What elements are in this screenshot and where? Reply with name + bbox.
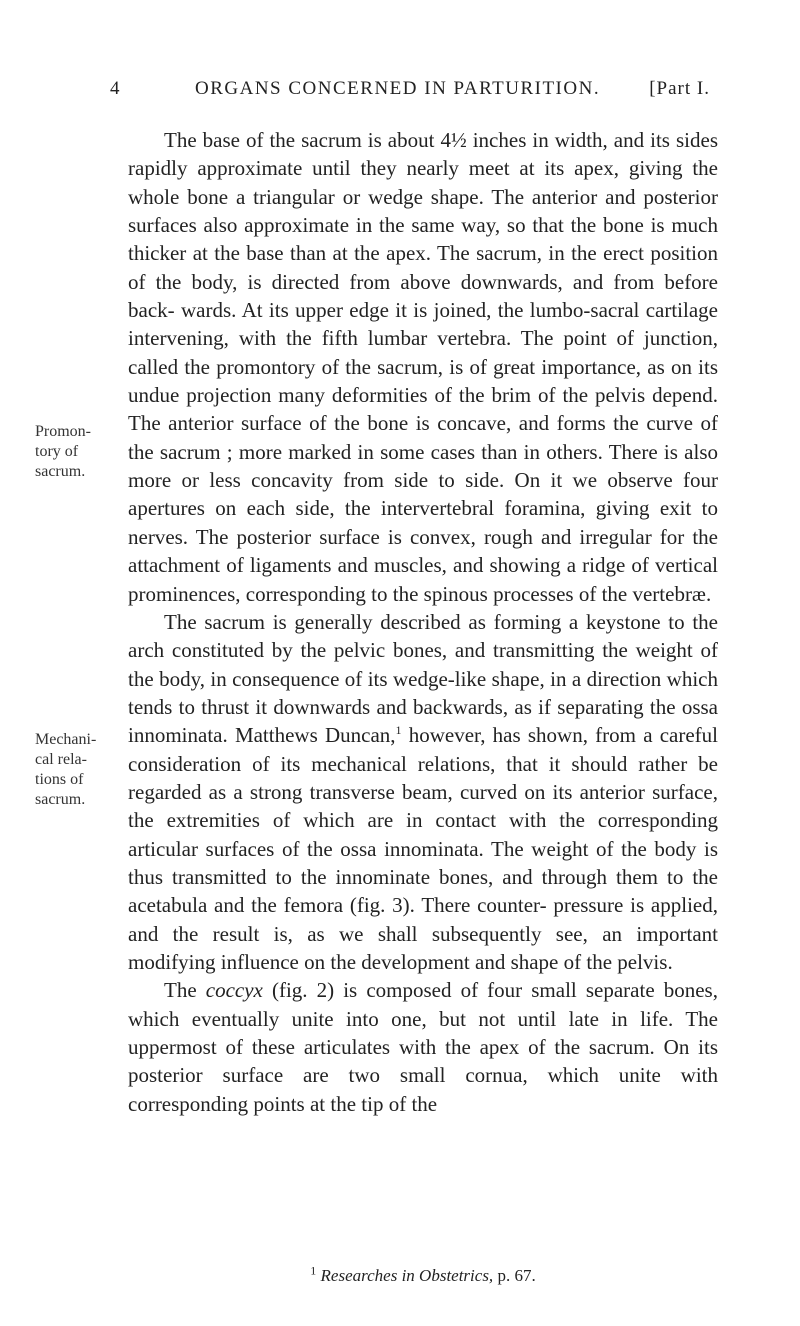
paragraph-keystone-end: however, has shown, from a careful consideration of its mechanical relations, that it should rather be regarded as a strong transverse beam, curved on its anterior surface, the extremities of which are in contact with the corresponding articular surfaces of the ossa innominata. The weight of the body is thus transmitted to the innominate bones, and through them to the acetabula and the femora (fig. 3). There counter- pressure is applied, and the result is, as we shall subsequently see, an important modifying influence on the development and shape of the pelvis. (128, 723, 719, 974)
paragraph-coccyx (128, 976, 718, 1118)
paragraph-keystone (128, 608, 718, 976)
margin-note-promontory: Promon- tory of sacrum. (35, 423, 91, 480)
page-number: 4 (110, 78, 121, 99)
footnote-page: p. 67. (493, 1266, 536, 1285)
term-coccyx: coccyx (205, 978, 263, 1003)
footnote-reference[interactable]: 1 (395, 723, 402, 738)
paragraph-sacrum-base: The base of the sacrum is about 4½ inches in width, and its sides rapidly approximate until they nearly meet at its apex, giving the whole bone a triangular or wedge shape. The anterior and posterior surfaces also approximate in the same way, so that the bone is much thicker at the base than at the apex. The sacrum, in the erect position of the body, is directed from above downwards, and from before back- wards. At its upper edge it is joined, the lumbo-sacral cartilage intervening, with the fifth lumbar vertebra. The point of junction, called the promontory of the sacrum, is of great importance, as on its undue projection many deformities of the brim of the pelvis depend. The anterior surface of the bone is concave, and forms the curve of the sacrum ; more marked in some cases than in others. There is also more or less concavity from side to side. On it we observe four apertures on each side, the intervertebral foramina, giving exit to nerves. The posterior surface is convex, rough and irregular for the attachment of ligaments and muscles, and showing a ridge of vertical prominences, corresponding to the spinous processes of the vertebræ. (128, 128, 718, 606)
footnote (128, 1263, 718, 1286)
running-head (110, 78, 710, 108)
paragraph-keystone-start: The sacrum is generally described as forming a keystone to the arch constituted by the pelvic bones, and transmitting the weight of the body, in consequence of its wedge-like shape, in a direction which tends to thrust it downwards and backwards, as if separating the ossa innominata. Matthews Duncan, (128, 609, 718, 748)
paragraph-coccyx-rest: (fig. 2) is composed of four small separate bones, which eventually unite into one, but not until late in life. The uppermost of these articulates with the apex of the sacrum. On its posterior surface are two small cornua, which unite with corresponding points at the tip of the (128, 978, 718, 1116)
body-text (128, 126, 718, 1118)
footnote-marker: 1 (310, 1263, 317, 1278)
chapter-title: ORGANS CONCERNED IN PARTURITION. (195, 78, 601, 99)
footnote-title: Researches in Obstetrics, (320, 1266, 494, 1285)
part-label: [Part I. (649, 78, 710, 99)
margin-note-mechanical-relations: Mechani- cal rela- tions of sacrum. (35, 731, 97, 808)
paragraph-coccyx-lead: The (164, 978, 206, 1003)
